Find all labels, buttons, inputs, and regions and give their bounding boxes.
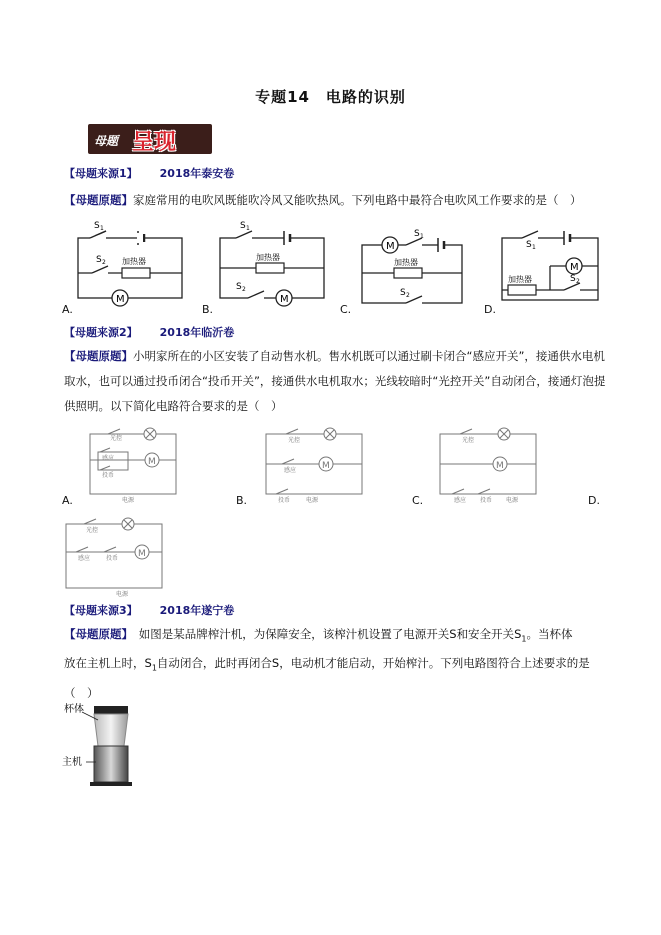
q1d-s2-sub: 2 (576, 278, 580, 285)
q3-source (64, 602, 234, 618)
q1a-s1-sub: 1 (100, 225, 104, 232)
q2-circuit-d (66, 518, 162, 598)
q1c-heater: 加热器 (394, 258, 418, 267)
q1d-s1: S (526, 240, 532, 250)
q3-line1-s: S (449, 627, 457, 641)
q1b-s1-sub: 1 (246, 225, 250, 232)
q2c-coin: 投币 (480, 497, 493, 504)
q1d-s2: S (570, 274, 576, 284)
q1b-s2: S (236, 282, 242, 292)
banner-text-1: 母题 (94, 134, 119, 148)
q2b-light: 光控 (288, 437, 301, 444)
q2b-motor: M (322, 461, 330, 471)
q1-source-year: 2018年泰安卷 (159, 167, 235, 180)
q1-circuit-a (78, 221, 182, 306)
q1-option-a: A. (62, 303, 73, 316)
q2-option-c: C. (412, 494, 424, 507)
q1-option-c: C. (340, 303, 352, 316)
q2-source-label: 【母题来源2】 (64, 326, 138, 339)
q1d-s1-sub: 1 (532, 244, 536, 251)
q2d-light: 光控 (86, 527, 99, 534)
q3-line1-s1-sub: 1 (521, 634, 527, 644)
q1a-heater: 加热器 (122, 257, 146, 266)
q2a-coin: 投币 (102, 472, 115, 479)
q2-option-a: A. (62, 494, 73, 507)
q3-line2-s1: S (144, 656, 152, 671)
q2d-power: 电源 (116, 591, 129, 598)
juicer-cup-label: 杯体 (64, 704, 84, 715)
q3-text (64, 622, 624, 706)
q1d-motor: M (570, 262, 579, 273)
q2a-light: 光控 (110, 435, 123, 442)
q2-option-b: B. (236, 494, 248, 507)
q2d-sense: 感应 (78, 555, 91, 562)
q2b-sense: 感应 (284, 467, 297, 474)
q3-line2-a: 放在主机上时， (64, 656, 145, 671)
q3-line1-a: 如图是某品牌榨汁机，为保障安全，该榨汁机设置了电源开关 (138, 627, 450, 641)
q2-circuit-b (266, 428, 362, 504)
q1a-s1: S (94, 221, 100, 231)
q2d-motor: M (138, 549, 146, 559)
q1-circuit-d (502, 231, 598, 300)
juicer-cup (94, 714, 128, 746)
q3-line2-b: 自动闭合，此时再闭合 (156, 656, 272, 671)
q2-source-year: 2018年临沂卷 (159, 326, 235, 339)
q2c-power: 电源 (506, 497, 519, 504)
section-banner (88, 124, 212, 154)
q1b-s1: S (240, 221, 246, 231)
q2-circuit-a (90, 428, 176, 504)
q2-option-d: D. (588, 494, 600, 507)
q2-source (64, 324, 234, 340)
q1c-s1-sub: 1 (420, 233, 424, 240)
q1-text (64, 188, 604, 213)
q1c-motor: M (386, 241, 395, 252)
q1-option-d: D. (484, 303, 496, 316)
q3-line1-b: 和安全开关 (456, 627, 515, 641)
q2b-power: 电源 (306, 497, 319, 504)
q2c-sense: 感应 (454, 497, 467, 504)
q1-circuit-b (220, 221, 324, 306)
q2-line1: 小明家所在的小区安装了自动售水机。售水机既可以通过刷卡闭合“感应开关”，接通供水电机 (133, 349, 605, 363)
q3-line1-c: 。当杯体 (526, 627, 573, 641)
q2-circuit-c (440, 428, 536, 504)
q2-tag: 【母题原题】 (64, 349, 133, 363)
q3-tag: 【母题原题】 (64, 627, 128, 641)
q2-circuits (60, 420, 620, 600)
q1c-s2: S (400, 288, 406, 298)
q3-line2-s1-sub: 1 (151, 663, 157, 673)
q1-tag: 【母题原题】 (64, 193, 133, 207)
q3-source-year: 2018年遂宁卷 (159, 604, 235, 617)
banner-text-2: 呈现 (132, 130, 177, 154)
q1a-motor: M (116, 294, 125, 305)
q1-body: 家庭常用的电吹风既能吹冷风又能吹热风。下列电路中最符合电吹风工作要求的是（ ） (133, 193, 582, 207)
q2d-coin: 投币 (106, 555, 119, 562)
page-title: 专题14 电路的识别 (255, 88, 406, 106)
q1-source (64, 165, 234, 181)
juicer-base-label: 主机 (62, 757, 82, 768)
juicer-lid (94, 706, 128, 714)
q2c-light: 光控 (462, 437, 475, 444)
q2-line3: 供照明。以下简化电路符合要求的是（ ） (64, 399, 283, 413)
q3-source-label: 【母题来源3】 (64, 604, 138, 617)
q3-line3: （ ） (64, 685, 99, 700)
q1b-heater: 加热器 (256, 253, 280, 262)
q3-line2-s: S (271, 656, 280, 671)
q3-line1-s1: S (514, 627, 522, 641)
q1d-heater: 加热器 (508, 275, 532, 284)
q1-option-b: B. (202, 303, 214, 316)
q1c-s2-sub: 2 (406, 292, 410, 299)
q2a-motor: M (148, 457, 156, 467)
q2a-sense: 感应 (102, 455, 115, 462)
q3-line2-c: ，电动机才能启动，开始榨汁。下列电路图符合上述要求的是 (279, 656, 590, 671)
q1b-motor: M (280, 294, 289, 305)
q1a-s2: S (96, 255, 102, 265)
juicer-base (94, 746, 128, 782)
q1a-s2-sub: 2 (102, 259, 106, 266)
q2c-motor: M (496, 461, 504, 471)
q2-text (64, 344, 624, 419)
q1-source-label: 【母题来源1】 (64, 167, 138, 180)
q1b-s2-sub: 2 (242, 286, 246, 293)
q2-line2: 取水，也可以通过投币闭合“投币开关”，接通供水电机取水；光线较暗时“光控开关”自动闭合，接通灯泡提 (64, 374, 606, 388)
q1c-s1: S (414, 229, 420, 239)
q2b-coin: 投币 (278, 497, 291, 504)
juicer-figure (60, 700, 150, 790)
q1-circuit-c (362, 229, 462, 306)
q2a-power: 电源 (122, 497, 135, 504)
